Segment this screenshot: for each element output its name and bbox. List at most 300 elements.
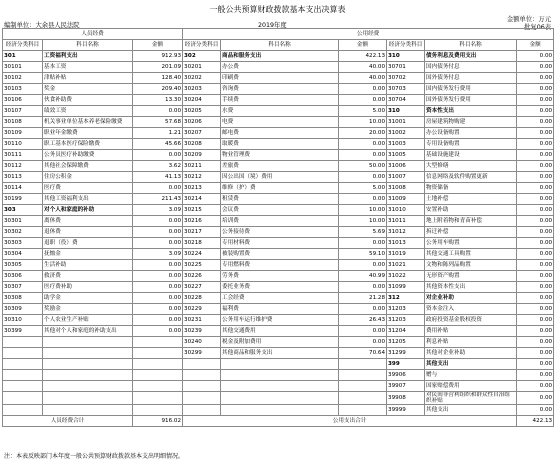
cell-name: 水费 (221, 106, 339, 117)
col-header-code: 经济分类科目 (387, 40, 425, 51)
cell-code: 31012 (387, 227, 425, 238)
cell-name: 其他支出 (425, 359, 517, 370)
cell-name: 机关事业单位基本养老保险缴费 (43, 117, 133, 128)
cell-name: 对个人和家庭的补助 (43, 205, 133, 216)
cell-amount: 0.00 (339, 260, 387, 271)
cell-code: 30399 (3, 326, 43, 337)
cell-code (3, 392, 43, 405)
cell-code: 30310 (3, 315, 43, 326)
cell-amount: 0.00 (133, 304, 183, 315)
cell-code (3, 381, 43, 392)
cell-code: 31007 (387, 172, 425, 183)
cell-amount (339, 405, 387, 416)
cell-amount: 0.00 (517, 139, 554, 150)
cell-name: 信息网络及软件购置更新 (425, 172, 517, 183)
cell-code: 302 (183, 51, 221, 62)
cell-code: 303 (3, 205, 43, 216)
cell-amount: 0.00 (133, 271, 183, 282)
cell-code: 30703 (387, 84, 425, 95)
cell-amount: 0.00 (517, 117, 554, 128)
cell-amount: 20.00 (339, 128, 387, 139)
table-row (3, 84, 554, 95)
cell-name: 住房公积金 (43, 172, 133, 183)
cell-amount: 40.00 (339, 73, 387, 84)
cell-amount: 0.00 (517, 172, 554, 183)
cell-amount: 0.00 (339, 95, 387, 106)
cell-amount: 13.30 (133, 95, 183, 106)
table-row (3, 238, 554, 249)
cell-code: 30306 (3, 271, 43, 282)
cell-amount: 0.00 (517, 161, 554, 172)
table-row (3, 304, 554, 315)
org-label: 编制单位：大余县人民法院 (4, 22, 80, 29)
cell-amount: 0.00 (517, 304, 554, 315)
cell-code: 30218 (183, 238, 221, 249)
cell-code: 30102 (3, 73, 43, 84)
cell-code: 31002 (387, 128, 425, 139)
cell-name (43, 370, 133, 381)
cell-name: 退休费 (43, 227, 133, 238)
cell-name: 培训费 (221, 216, 339, 227)
cell-amount: 0.00 (517, 51, 554, 62)
unit-label: 金额单位：万元 (506, 16, 551, 23)
cell-amount (339, 381, 387, 392)
table-row (3, 51, 554, 62)
cell-name: 差旅费 (221, 161, 339, 172)
cell-amount (133, 370, 183, 381)
cell-code: 30199 (3, 194, 43, 205)
cell-code: 30309 (3, 304, 43, 315)
cell-code (3, 370, 43, 381)
col-header-amount: 金额 (133, 40, 183, 51)
cell-name: 退职（役）费 (43, 238, 133, 249)
cell-amount: 0.00 (133, 227, 183, 238)
cell-amount: 0.00 (517, 216, 554, 227)
cell-amount (133, 405, 183, 416)
cell-name: 资本金注入 (425, 304, 517, 315)
cell-amount: 912.93 (133, 51, 183, 62)
cell-amount: 59.10 (339, 249, 387, 260)
cell-code: 310 (387, 106, 425, 117)
cell-amount: 0.00 (517, 194, 554, 205)
cell-name: 医疗费 (43, 183, 133, 194)
cell-amount: 0.00 (133, 183, 183, 194)
cell-code: 30224 (183, 249, 221, 260)
cell-name (43, 337, 133, 348)
table-row (3, 392, 554, 405)
table-row (3, 227, 554, 238)
cell-code: 30109 (3, 128, 43, 139)
public-total-value: 422.13 (517, 416, 554, 427)
cell-name: 其他工资福利支出 (43, 194, 133, 205)
cell-name: 福利费 (221, 304, 339, 315)
cell-name: 利息补贴 (425, 337, 517, 348)
cell-code: 31204 (387, 326, 425, 337)
cell-name (43, 348, 133, 359)
cell-code: 30206 (183, 117, 221, 128)
cell-name: 其他交通工具购置 (425, 249, 517, 260)
personnel-total-value: 916.02 (133, 416, 183, 427)
cell-amount (339, 370, 387, 381)
cell-name (221, 370, 339, 381)
cell-name: 专用设备购置 (425, 139, 517, 150)
cell-name: 其他支出 (425, 405, 517, 416)
cell-amount: 0.00 (339, 337, 387, 348)
cell-code: 31203 (387, 304, 425, 315)
cell-code: 31011 (387, 216, 425, 227)
cell-amount (339, 359, 387, 370)
cell-code: 30204 (183, 95, 221, 106)
cell-name: 公务接待费 (221, 227, 339, 238)
cell-name: 取暖费 (221, 139, 339, 150)
cell-code: 310 (387, 51, 425, 62)
table-row (3, 161, 554, 172)
col-header-amount: 金额 (339, 40, 387, 51)
section-header-row (3, 29, 554, 40)
cell-amount: 0.00 (133, 238, 183, 249)
cell-code: 30303 (3, 238, 43, 249)
section-public: 公用经费 (183, 29, 554, 40)
cell-name: 抚恤金 (43, 249, 133, 260)
cell-name: 咨询费 (221, 84, 339, 95)
cell-amount: 40.99 (339, 271, 387, 282)
cell-name: 邮电费 (221, 128, 339, 139)
cell-code: 30214 (183, 194, 221, 205)
year-label: 2019年度 (258, 22, 287, 29)
cell-amount: 0.00 (339, 172, 387, 183)
cell-code: 30209 (183, 150, 221, 161)
cell-amount: 0.00 (133, 293, 183, 304)
col-header-code: 经济分类科目 (3, 40, 43, 51)
table-row (3, 95, 554, 106)
cell-code: 30231 (183, 315, 221, 326)
cell-name: 债务利息及费用支出 (425, 51, 517, 62)
cell-code: 31299 (387, 348, 425, 359)
cell-name: 租赁费 (221, 194, 339, 205)
cell-amount: 3.62 (133, 161, 183, 172)
cell-name: 其他对个人和家庭的补助支出 (43, 326, 133, 337)
col-header-amount: 金额 (517, 40, 554, 51)
cell-code (183, 392, 221, 405)
table-row (3, 128, 554, 139)
cell-amount (133, 348, 183, 359)
cell-amount: 0.00 (133, 326, 183, 337)
cell-amount: 0.00 (517, 205, 554, 216)
table-row (3, 183, 554, 194)
cell-code: 30112 (3, 161, 43, 172)
table-row (3, 370, 554, 381)
cell-name: 工资福利支出 (43, 51, 133, 62)
cell-amount: 0.00 (517, 282, 554, 293)
cell-code: 30305 (3, 260, 43, 271)
cell-amount: 0.00 (517, 62, 554, 73)
cell-code: 30208 (183, 139, 221, 150)
cell-amount: 3.09 (133, 205, 183, 216)
cell-amount: 0.00 (517, 271, 554, 282)
cell-code: 30240 (183, 337, 221, 348)
footnote: 注：本表反映部门本年度一般公共预算财政拨款基本支出明细情况。 (4, 453, 185, 460)
cell-name: 公务用车运行维护费 (221, 315, 339, 326)
cell-name: 离休费 (43, 216, 133, 227)
cell-amount: 0.00 (339, 84, 387, 95)
personnel-total-label: 人员经费合计 (3, 416, 133, 427)
table-row (3, 106, 554, 117)
cell-code: 31099 (387, 282, 425, 293)
table-row (3, 216, 554, 227)
table-row (3, 139, 554, 150)
cell-name: 国内债务付息 (425, 62, 517, 73)
cell-amount: 3.09 (133, 249, 183, 260)
cell-code: 30201 (183, 62, 221, 73)
cell-name: 专用燃料费 (221, 260, 339, 271)
cell-amount: 128.40 (133, 73, 183, 84)
cell-name: 被装购置费 (221, 249, 339, 260)
expenditure-table (2, 28, 554, 427)
cell-code (183, 370, 221, 381)
cell-name: 商品和服务支出 (221, 51, 339, 62)
cell-amount: 0.00 (517, 359, 554, 370)
cell-amount: 10.00 (339, 117, 387, 128)
cell-amount: 0.00 (517, 106, 554, 117)
cell-name: 劳务费 (221, 271, 339, 282)
form-number: 批复06表 (524, 24, 551, 31)
cell-amount: 422.13 (339, 51, 387, 62)
table-body (3, 51, 554, 416)
cell-amount: 211.43 (133, 194, 183, 205)
cell-amount: 0.00 (517, 84, 554, 95)
cell-name: 国家赔偿费用 (425, 381, 517, 392)
cell-name: 政府投资基金股权投资 (425, 315, 517, 326)
cell-amount: 0.00 (517, 260, 554, 271)
cell-name: 伙食补助费 (43, 95, 133, 106)
cell-amount: 0.00 (517, 326, 554, 337)
cell-code: 30211 (183, 161, 221, 172)
cell-code: 31010 (387, 205, 425, 216)
cell-name: 费用补贴 (425, 326, 517, 337)
cell-code: 30113 (3, 172, 43, 183)
cell-amount: 0.00 (133, 282, 183, 293)
cell-name: 基本工资 (43, 62, 133, 73)
cell-name: 电费 (221, 117, 339, 128)
cell-name: 印刷费 (221, 73, 339, 84)
table-row (3, 348, 554, 359)
cell-code: 30304 (3, 249, 43, 260)
cell-code: 30302 (3, 227, 43, 238)
cell-amount: 0.00 (517, 405, 554, 416)
table-row (3, 205, 554, 216)
cell-amount: 21.28 (339, 293, 387, 304)
cell-amount: 41.13 (133, 172, 183, 183)
cell-amount: 0.00 (517, 95, 554, 106)
cell-code (183, 405, 221, 416)
table-row (3, 405, 554, 416)
cell-name: 国内债务发行费用 (425, 84, 517, 95)
cell-amount: 0.00 (517, 381, 554, 392)
cell-code: 31009 (387, 194, 425, 205)
cell-name: 地上附着物和青苗补偿 (425, 216, 517, 227)
cell-name: 绩效工资 (43, 106, 133, 117)
cell-name: 公务用车购置 (425, 238, 517, 249)
cell-amount: 57.68 (133, 117, 183, 128)
cell-name: 其他商品和服务支出 (221, 348, 339, 359)
cell-name: 安置补助 (425, 205, 517, 216)
cell-amount: 0.00 (133, 315, 183, 326)
table-row (3, 337, 554, 348)
cell-name: 赠与 (425, 370, 517, 381)
cell-code: 30216 (183, 216, 221, 227)
cell-name: 职工基本医疗保险缴费 (43, 139, 133, 150)
cell-name: 国外债务发行费用 (425, 95, 517, 106)
cell-code: 30307 (3, 282, 43, 293)
report-title: 一般公共预算财政拨款基本支出决算表 (209, 5, 346, 14)
cell-code: 30702 (387, 73, 425, 84)
cell-code (3, 348, 43, 359)
cell-name: 资本性支出 (425, 106, 517, 117)
table-row (3, 62, 554, 73)
cell-name (43, 405, 133, 416)
cell-amount: 10.00 (339, 216, 387, 227)
cell-amount: 5.69 (339, 227, 387, 238)
cell-code (3, 337, 43, 348)
table-row (3, 260, 554, 271)
cell-amount (339, 392, 387, 405)
table-row (3, 271, 554, 282)
cell-amount (133, 392, 183, 405)
cell-name: 助学金 (43, 293, 133, 304)
cell-code: 31203 (387, 315, 425, 326)
cell-amount: 70.64 (339, 348, 387, 359)
cell-amount (133, 359, 183, 370)
cell-amount: 0.00 (517, 293, 554, 304)
cell-amount: 10.00 (339, 205, 387, 216)
cell-name: 其他资本性支出 (425, 282, 517, 293)
cell-code: 30110 (3, 139, 43, 150)
cell-code: 31019 (387, 249, 425, 260)
cell-name: 对民间非营利组织和群众性自治组织补贴 (425, 392, 517, 405)
cell-amount: 0.00 (517, 128, 554, 139)
cell-name: 因公出国（境）费用 (221, 172, 339, 183)
cell-name (221, 405, 339, 416)
table-row (3, 315, 554, 326)
cell-name (221, 381, 339, 392)
cell-code: 312 (387, 293, 425, 304)
cell-name (221, 359, 339, 370)
cell-amount: 0.00 (133, 260, 183, 271)
cell-amount: 0.00 (339, 238, 387, 249)
cell-name: 手续费 (221, 95, 339, 106)
cell-code (3, 359, 43, 370)
cell-amount: 5.00 (339, 183, 387, 194)
table-row (3, 282, 554, 293)
table-row (3, 73, 554, 84)
table-row (3, 150, 554, 161)
col-header-name: 科目名称 (43, 40, 133, 51)
cell-code: 30701 (387, 62, 425, 73)
cell-amount: 0.00 (517, 238, 554, 249)
cell-amount: 0.00 (133, 150, 183, 161)
cell-code: 39906 (387, 370, 425, 381)
cell-code: 30205 (183, 106, 221, 117)
table-row (3, 381, 554, 392)
cell-name: 委托业务费 (221, 282, 339, 293)
cell-amount: 0.00 (517, 227, 554, 238)
cell-name: 个人农业生产补贴 (43, 315, 133, 326)
cell-code: 39908 (387, 392, 425, 405)
cell-code: 30228 (183, 293, 221, 304)
cell-code: 31001 (387, 117, 425, 128)
cell-code (183, 381, 221, 392)
cell-code: 30212 (183, 172, 221, 183)
cell-code: 30207 (183, 128, 221, 139)
cell-code: 30227 (183, 282, 221, 293)
cell-amount: 0.00 (339, 326, 387, 337)
cell-name: 工会经费 (221, 293, 339, 304)
cell-code: 31008 (387, 183, 425, 194)
cell-name: 拆迁补偿 (425, 227, 517, 238)
cell-name (43, 359, 133, 370)
cell-name: 对企业补助 (425, 293, 517, 304)
cell-amount: 0.00 (339, 304, 387, 315)
cell-code: 30106 (3, 95, 43, 106)
cell-amount: 0.00 (517, 249, 554, 260)
cell-amount: 0.00 (517, 370, 554, 381)
cell-name: 其他交通费用 (221, 326, 339, 337)
cell-amount: 0.00 (517, 183, 554, 194)
cell-name: 税金及附加费用 (221, 337, 339, 348)
cell-name: 公务员医疗补助缴费 (43, 150, 133, 161)
cell-code: 31022 (387, 271, 425, 282)
cell-name: 国外债务付息 (425, 73, 517, 84)
cell-code: 30203 (183, 84, 221, 95)
cell-name: 职业年金缴费 (43, 128, 133, 139)
cell-code: 30299 (183, 348, 221, 359)
cell-amount: 40.00 (339, 62, 387, 73)
public-total-label: 公用支出合计 (183, 416, 517, 427)
cell-amount: 0.00 (517, 315, 554, 326)
cell-code: 30226 (183, 271, 221, 282)
cell-code: 39907 (387, 381, 425, 392)
cell-amount: 5.00 (339, 106, 387, 117)
cell-name: 医疗费补助 (43, 282, 133, 293)
cell-name: 办公设备购置 (425, 128, 517, 139)
cell-name: 维修（护）费 (221, 183, 339, 194)
cell-code: 30308 (3, 293, 43, 304)
col-header-name: 科目名称 (425, 40, 517, 51)
cell-amount: 45.66 (133, 139, 183, 150)
cell-amount: 201.09 (133, 62, 183, 73)
cell-amount: 0.00 (339, 150, 387, 161)
cell-code: 30101 (3, 62, 43, 73)
cell-name: 物业管理费 (221, 150, 339, 161)
table-row (3, 326, 554, 337)
cell-name: 文物和陈列品购置 (425, 260, 517, 271)
cell-amount (133, 381, 183, 392)
cell-amount: 0.00 (339, 139, 387, 150)
cell-code: 30301 (3, 216, 43, 227)
cell-amount: 0.00 (517, 150, 554, 161)
cell-amount: 50.00 (339, 161, 387, 172)
cell-name: 大型修缮 (425, 161, 517, 172)
cell-code: 30704 (387, 95, 425, 106)
cell-name: 其他社会保障缴费 (43, 161, 133, 172)
cell-name (221, 392, 339, 405)
cell-name: 生活补助 (43, 260, 133, 271)
table-row (3, 249, 554, 260)
cell-name (43, 381, 133, 392)
cell-amount: 26.43 (339, 315, 387, 326)
cell-code: 31003 (387, 139, 425, 150)
cell-amount: 0.00 (517, 337, 554, 348)
